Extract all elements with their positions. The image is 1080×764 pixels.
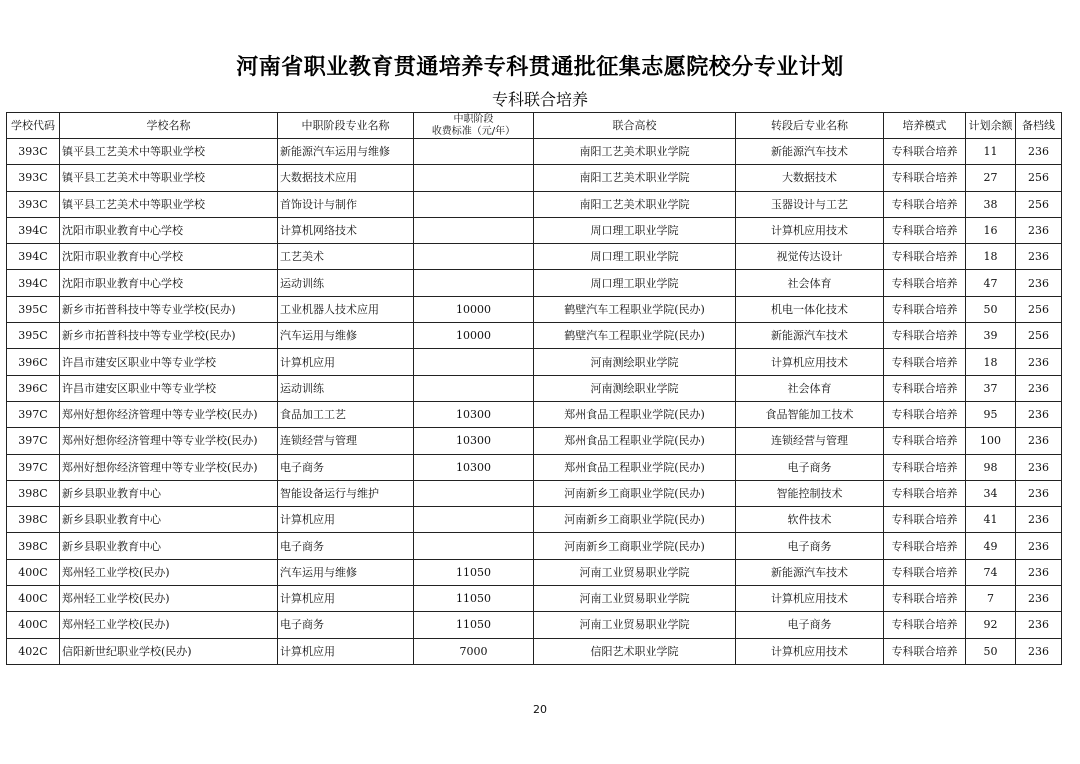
header-remaining: 计划余额 [966,113,1016,139]
cell-mode: 专科联合培养 [884,507,966,533]
cell-fee: 10300 [414,454,534,480]
cell-remaining: 7 [966,586,1016,612]
header-fee [414,113,534,139]
cell-after-major: 计算机应用技术 [736,638,884,664]
cell-code: 394C [7,217,60,243]
cell-cutoff: 236 [1016,507,1062,533]
document-subtitle: 专科联合培养 [491,90,588,109]
cell-school: 新乡县职业教育中心 [60,533,278,559]
cell-cutoff: 236 [1016,375,1062,401]
table-row [7,507,1062,533]
cell-cutoff: 236 [1016,533,1062,559]
table-row [7,454,1062,480]
cell-mid-major: 运动训练 [278,270,414,296]
cell-cutoff: 256 [1016,191,1062,217]
cell-mid-major: 电子商务 [278,612,414,638]
cell-after-major: 社会体育 [736,270,884,296]
cell-cutoff: 236 [1016,349,1062,375]
cell-code: 393C [7,191,60,217]
table-row [7,533,1062,559]
cell-college: 河南测绘职业学院 [534,375,736,401]
cell-mid-major: 食品加工工艺 [278,401,414,427]
cell-cutoff: 236 [1016,139,1062,165]
cell-fee [414,139,534,165]
cell-college: 郑州食品工程职业学院(民办) [534,428,736,454]
cell-mode: 专科联合培养 [884,612,966,638]
cell-remaining: 50 [966,296,1016,322]
cell-school: 新乡市拓普科技中等专业学校(民办) [60,323,278,349]
cell-college: 河南工业贸易职业学院 [534,612,736,638]
cell-fee [414,507,534,533]
cell-after-major: 连锁经营与管理 [736,428,884,454]
cell-fee [414,533,534,559]
cell-code: 396C [7,349,60,375]
cell-mode: 专科联合培养 [884,296,966,322]
cell-cutoff: 236 [1016,244,1062,270]
cell-remaining: 16 [966,217,1016,243]
header-cutoff: 备档线 [1016,113,1062,139]
header-after-major: 转段后专业名称 [736,113,884,139]
table-row [7,165,1062,191]
cell-school: 新乡县职业教育中心 [60,507,278,533]
cell-code: 398C [7,507,60,533]
header-fee-line2: 收费标准（元/年） [431,125,516,137]
cell-school: 沈阳市职业教育中心学校 [60,244,278,270]
cell-mid-major: 汽车运用与维修 [278,559,414,585]
cell-after-major: 视觉传达设计 [736,244,884,270]
cell-code: 394C [7,270,60,296]
cell-fee: 10000 [414,296,534,322]
cell-code: 400C [7,612,60,638]
cell-mid-major: 计算机应用 [278,349,414,375]
cell-mid-major: 大数据技术应用 [278,165,414,191]
cell-mid-major: 智能设备运行与维护 [278,480,414,506]
cell-code: 400C [7,586,60,612]
cell-fee: 11050 [414,586,534,612]
cell-school: 镇平县工艺美术中等职业学校 [60,139,278,165]
cell-code: 394C [7,244,60,270]
cell-college: 河南新乡工商职业学院(民办) [534,507,736,533]
cell-mid-major: 计算机网络技术 [278,217,414,243]
table-row [7,349,1062,375]
table-row [7,428,1062,454]
cell-code: 393C [7,139,60,165]
cell-after-major: 电子商务 [736,533,884,559]
cell-mode: 专科联合培养 [884,401,966,427]
cell-cutoff: 236 [1016,586,1062,612]
cell-school: 郑州好想你经济管理中等专业学校(民办) [60,428,278,454]
cell-mode: 专科联合培养 [884,270,966,296]
cell-mid-major: 新能源汽车运用与维修 [278,139,414,165]
cell-mid-major: 工业机器人技术应用 [278,296,414,322]
cell-mid-major: 计算机应用 [278,507,414,533]
table-row [7,323,1062,349]
cell-mode: 专科联合培养 [884,375,966,401]
cell-after-major: 食品智能加工技术 [736,401,884,427]
cell-code: 395C [7,323,60,349]
cell-fee: 10300 [414,401,534,427]
cell-school: 郑州轻工业学校(民办) [60,586,278,612]
cell-fee [414,244,534,270]
cell-fee: 7000 [414,638,534,664]
cell-remaining: 39 [966,323,1016,349]
table-row [7,638,1062,664]
cell-mode: 专科联合培养 [884,323,966,349]
cell-mid-major: 电子商务 [278,533,414,559]
cell-mid-major: 计算机应用 [278,586,414,612]
cell-mid-major: 运动训练 [278,375,414,401]
cell-remaining: 34 [966,480,1016,506]
cell-after-major: 玉器设计与工艺 [736,191,884,217]
table-header-row [7,113,1062,139]
cell-remaining: 18 [966,244,1016,270]
cell-mid-major: 汽车运用与维修 [278,323,414,349]
cell-remaining: 47 [966,270,1016,296]
cell-fee [414,217,534,243]
cell-remaining: 27 [966,165,1016,191]
cell-code: 402C [7,638,60,664]
table-row [7,612,1062,638]
header-school: 学校名称 [60,113,278,139]
header-mode: 培养模式 [884,113,966,139]
cell-cutoff: 256 [1016,296,1062,322]
cell-code: 397C [7,454,60,480]
cell-mode: 专科联合培养 [884,638,966,664]
cell-remaining: 49 [966,533,1016,559]
cell-fee [414,480,534,506]
cell-school: 郑州轻工业学校(民办) [60,612,278,638]
cell-cutoff: 236 [1016,480,1062,506]
cell-mode: 专科联合培养 [884,480,966,506]
table-row [7,191,1062,217]
cell-school: 沈阳市职业教育中心学校 [60,217,278,243]
cell-mode: 专科联合培养 [884,165,966,191]
cell-mid-major: 工艺美术 [278,244,414,270]
cell-mode: 专科联合培养 [884,349,966,375]
cell-mid-major: 首饰设计与制作 [278,191,414,217]
cell-college: 南阳工艺美术职业学院 [534,165,736,191]
cell-school: 镇平县工艺美术中等职业学校 [60,191,278,217]
cell-fee [414,270,534,296]
cell-remaining: 92 [966,612,1016,638]
table-row [7,586,1062,612]
cell-school: 新乡县职业教育中心 [60,480,278,506]
cell-college: 河南新乡工商职业学院(民办) [534,533,736,559]
cell-school: 郑州好想你经济管理中等专业学校(民办) [60,401,278,427]
cell-fee: 10000 [414,323,534,349]
cell-mode: 专科联合培养 [884,454,966,480]
table-row [7,217,1062,243]
cell-remaining: 38 [966,191,1016,217]
cell-code: 395C [7,296,60,322]
document-title: 河南省职业教育贯通培养专科贯通批征集志愿院校分专业计划 [236,55,844,80]
cell-college: 鹤壁汽车工程职业学院(民办) [534,323,736,349]
cell-code: 397C [7,428,60,454]
table-row [7,401,1062,427]
cell-code: 398C [7,533,60,559]
cell-after-major: 计算机应用技术 [736,349,884,375]
cell-code: 400C [7,559,60,585]
cell-fee [414,375,534,401]
cell-cutoff: 236 [1016,454,1062,480]
cell-after-major: 新能源汽车技术 [736,139,884,165]
cell-college: 周口理工职业学院 [534,217,736,243]
table-row [7,296,1062,322]
cell-mode: 专科联合培养 [884,139,966,165]
cell-after-major: 社会体育 [736,375,884,401]
header-fee-line1: 中职阶段 [453,113,494,125]
cell-school: 许昌市建安区职业中等专业学校 [60,375,278,401]
table-row [7,375,1062,401]
cell-mid-major: 电子商务 [278,454,414,480]
cell-fee: 11050 [414,612,534,638]
cell-cutoff: 256 [1016,165,1062,191]
cell-after-major: 新能源汽车技术 [736,559,884,585]
cell-remaining: 100 [966,428,1016,454]
header-college: 联合高校 [534,113,736,139]
cell-mid-major: 计算机应用 [278,638,414,664]
header-mid-major: 中职阶段专业名称 [278,113,414,139]
cell-college: 周口理工职业学院 [534,244,736,270]
cell-after-major: 大数据技术 [736,165,884,191]
cell-fee: 11050 [414,559,534,585]
cell-college: 河南新乡工商职业学院(民办) [534,480,736,506]
cell-college: 周口理工职业学院 [534,270,736,296]
cell-mode: 专科联合培养 [884,244,966,270]
cell-code: 398C [7,480,60,506]
cell-after-major: 电子商务 [736,612,884,638]
cell-school: 镇平县工艺美术中等职业学校 [60,165,278,191]
cell-college: 郑州食品工程职业学院(民办) [534,454,736,480]
cell-cutoff: 236 [1016,217,1062,243]
cell-cutoff: 236 [1016,428,1062,454]
table-body [7,139,1062,665]
cell-cutoff: 236 [1016,559,1062,585]
cell-after-major: 软件技术 [736,507,884,533]
cell-after-major: 电子商务 [736,454,884,480]
cell-cutoff: 256 [1016,323,1062,349]
cell-mode: 专科联合培养 [884,428,966,454]
table-row [7,139,1062,165]
cell-remaining: 18 [966,349,1016,375]
cell-code: 397C [7,401,60,427]
cell-cutoff: 236 [1016,612,1062,638]
cell-college: 信阳艺术职业学院 [534,638,736,664]
cell-school: 郑州好想你经济管理中等专业学校(民办) [60,454,278,480]
cell-after-major: 新能源汽车技术 [736,323,884,349]
cell-cutoff: 236 [1016,270,1062,296]
cell-mode: 专科联合培养 [884,191,966,217]
cell-college: 郑州食品工程职业学院(民办) [534,401,736,427]
cell-college: 南阳工艺美术职业学院 [534,139,736,165]
cell-mode: 专科联合培养 [884,559,966,585]
cell-fee [414,349,534,375]
cell-college: 南阳工艺美术职业学院 [534,191,736,217]
cell-mode: 专科联合培养 [884,533,966,559]
cell-remaining: 41 [966,507,1016,533]
cell-mode: 专科联合培养 [884,217,966,243]
cell-after-major: 计算机应用技术 [736,586,884,612]
cell-remaining: 50 [966,638,1016,664]
cell-fee: 10300 [414,428,534,454]
cell-remaining: 95 [966,401,1016,427]
cell-college: 河南工业贸易职业学院 [534,559,736,585]
cell-remaining: 74 [966,559,1016,585]
cell-school: 沈阳市职业教育中心学校 [60,270,278,296]
plan-table [6,112,1062,665]
cell-school: 许昌市建安区职业中等专业学校 [60,349,278,375]
table-row [7,480,1062,506]
cell-school: 信阳新世纪职业学校(民办) [60,638,278,664]
cell-cutoff: 236 [1016,401,1062,427]
table-row [7,559,1062,585]
cell-remaining: 98 [966,454,1016,480]
cell-fee [414,191,534,217]
page-number: 20 [533,703,547,716]
cell-college: 鹤壁汽车工程职业学院(民办) [534,296,736,322]
cell-school: 郑州轻工业学校(民办) [60,559,278,585]
cell-remaining: 11 [966,139,1016,165]
cell-after-major: 机电一体化技术 [736,296,884,322]
header-code: 学校代码 [7,113,60,139]
cell-code: 396C [7,375,60,401]
cell-mid-major: 连锁经营与管理 [278,428,414,454]
table-row [7,270,1062,296]
cell-after-major: 计算机应用技术 [736,217,884,243]
table-row [7,244,1062,270]
cell-after-major: 智能控制技术 [736,480,884,506]
cell-remaining: 37 [966,375,1016,401]
cell-school: 新乡市拓普科技中等专业学校(民办) [60,296,278,322]
cell-mode: 专科联合培养 [884,586,966,612]
cell-college: 河南工业贸易职业学院 [534,586,736,612]
cell-fee [414,165,534,191]
cell-college: 河南测绘职业学院 [534,349,736,375]
cell-cutoff: 236 [1016,638,1062,664]
cell-code: 393C [7,165,60,191]
